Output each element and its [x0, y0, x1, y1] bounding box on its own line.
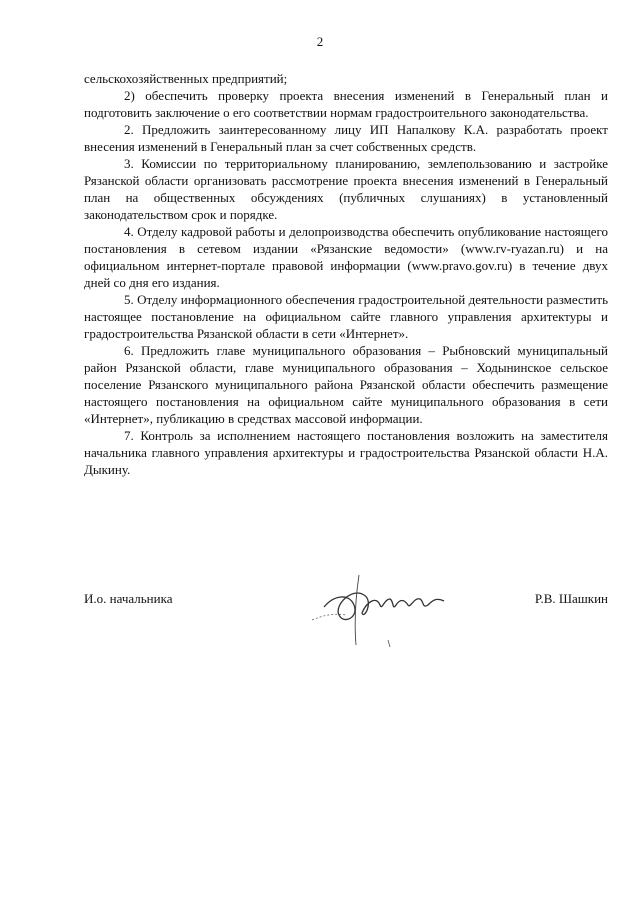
paragraph-subitem-2: 2) обеспечить проверку проекта внесения изменений в Генеральный план и подготовить заключение о его соответствии нормам градостроительного законодательства. — [84, 88, 608, 120]
paragraph-item-3: 3. Комиссии по территориальному планированию, землепользованию и застройке Рязанской области организовать рассмотрение проекта внесения изменений в Генеральный план на общественных обсуждениях (публичных слушаниях) в установленный законодательством срок и порядке. — [84, 156, 608, 222]
paragraph-item-2: 2. Предложить заинтересованному лицу ИП Напалкову К.А. разработать проект внесения изменений в Генеральный план за счет собственных средств. — [84, 122, 608, 154]
signatory-position: И.о. начальника — [84, 591, 173, 606]
document-body — [84, 70, 608, 478]
handwritten-signature — [304, 565, 504, 655]
paragraph-item-6: 6. Предложить главе муниципального образования – Рыбновский муниципальный район Рязанской области, главе муниципального образования – Ходынинское сельское поселение Рязанского муниципального района Рязанской области обеспечить размещение настоящего постановления на официальном сайте муниципального образования в сети «Интернет», публикацию в средствах массовой информации. — [84, 343, 608, 426]
signature-block — [84, 585, 608, 665]
paragraph-item-5: 5. Отделу информационного обеспечения градостроительной деятельности разместить настоящее постановление на официальном сайте главного управления архитектуры и градостроительства Рязанской области в сети «Интернет». — [84, 292, 608, 341]
paragraph-item-7: 7. Контроль за исполнением настоящего постановления возложить на заместителя начальника главного управления архитектуры и градостроительства Рязанской области Н.А. Дыкину. — [84, 428, 608, 477]
paragraph-item-4: 4. Отделу кадровой работы и делопроизводства обеспечить опубликование настоящего постановления в сетевом издании «Рязанские ведомости» (www.rv-ryazan.ru) и на официальном интернет-портале правовой информации (www.pravo.gov.ru) в течение двух дней со дня его издания. — [84, 224, 608, 290]
signatory-name: Р.В. Шашкин — [534, 591, 608, 606]
paragraph-continuation: сельскохозяйственных предприятий; — [84, 71, 288, 86]
page-number: 2 — [316, 34, 324, 49]
